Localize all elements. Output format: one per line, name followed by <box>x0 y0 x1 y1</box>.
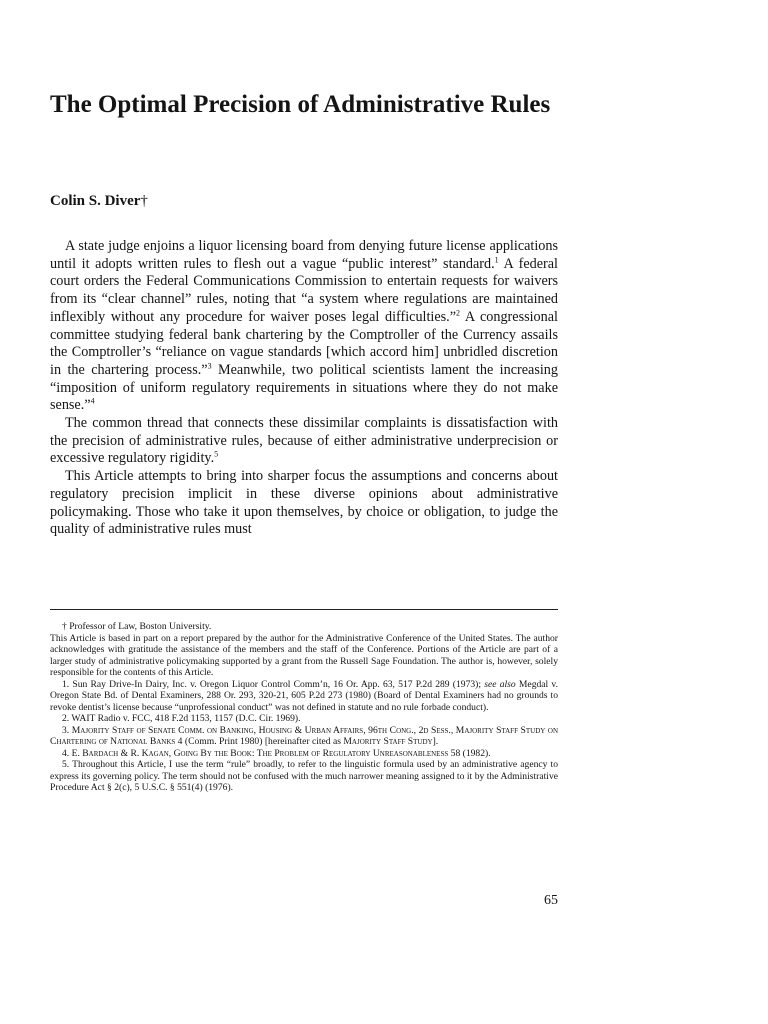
paragraph-1: A state judge enjoins a liquor licensing board from denying future license applications until it adopts written rules to flesh out a vague “public interest” standard.$^1$ A federal court orders the Federal Communications Commission to entertain requests for waivers from its “clear channel” rules, noting that “a system where regulations are maintained inflexibly without any procedure for waiver poses legal difficulties.”$^2$ A congressional committee studying federal bank chartering by the Comptroller of the Currency assails the Comptroller’s “reliance on vague standards [which accord him] unbridled discretion in the chartering process.”$^3$ Meanwhile, two political scientists lament the increasing “imposition of uniform regulatory requirements in situations where they do not make sense.”$^4$ <box>50 238 558 414</box>
author-name: Colin S. Diver <box>50 193 141 209</box>
footnote-1: 1. Sun Ray Drive-In Dairy, Inc. v. Oregon Liquor Control Comm’n, 16 Or. App. 63, 517 P.2d 289 (1973); see also Megdal v. Oregon State Bd. of Dental Examiners, 288 Or. 293, 320-21, 605 P.2d 273 (1980) (Board of Dental Examiners had no grounds to revoke dentist’s license because “unprofessional conduct” was not defined in statute and no rule forbade conduct). <box>50 678 558 713</box>
footnotes <box>50 621 558 794</box>
footnote-ref-1: 1 <box>494 254 499 264</box>
footnote-2: 2. WAIT Radio v. FCC, 418 F.2d 1153, 1157 (D.C. Cir. 1969). <box>62 713 301 724</box>
footnote-3: 3. Majority Staff of Senate Comm. on Banking, Housing & Urban Affairs, 96th Cong., 2d Sess., Majority Staff Study on Chartering of National Banks 4 (Comm. Print 1980) [hereinafter cited as Majority Staff Study]. <box>50 724 559 747</box>
body-text <box>50 238 558 539</box>
footnote-ref-4: 4 <box>90 396 95 406</box>
footnote-ref-3: 3 <box>207 361 212 371</box>
footnote-acknowledgment: This Article is based in part on a report prepared by the author for the Administrative Conference of the United States. The author acknowledges with gratitude the assistance of the members and the staff of the Conference. Portions of the Article are part of a larger study of administrative policymaking supported by a grant from the Russell Sage Foundation. The author is, however, solely responsible for the contents of this Article. <box>50 632 558 678</box>
footnote-4: 4. E. Bardach & R. Kagan, Going By the Book: The Problem of Regulatory Unreasonableness 58 (1982). <box>62 747 491 759</box>
paragraph-2: The common thread that connects these dissimilar complaints is dissatisfaction with the precision of administrative rules, because of either administrative underprecision or excessive regulatory rigidity.$^5$ <box>50 415 558 467</box>
author-dagger: † <box>140 193 148 209</box>
page-number: 65 <box>544 893 558 908</box>
footnote-divider <box>50 609 558 610</box>
paragraph-3: This Article attempts to bring into sharper focus the assumptions and concerns about regulatory precision implicit in these diverse opinions about administrative policymaking. Those who take it upon themselves, by choice or obligation, to judge the quality of administrative rules must <box>50 468 558 538</box>
footnote-5: 5. Throughout this Article, I use the term “rule” broadly, to refer to the linguistic formula used by an administrative agency to express its governing policy. The term should not be confused with the much narrower meaning assigned to it by the Administrative Procedure Act § 2(c), 5 U.S.C. § 551(4) (1976). <box>50 759 558 793</box>
author-line <box>50 193 148 210</box>
article-title: The Optimal Precision of Administrative Rules <box>50 91 551 118</box>
footnote-ref-5: 5 <box>214 449 219 459</box>
footnote-dagger: † Professor of Law, Boston University. <box>62 621 212 632</box>
footnote-ref-2: 2 <box>456 308 461 318</box>
